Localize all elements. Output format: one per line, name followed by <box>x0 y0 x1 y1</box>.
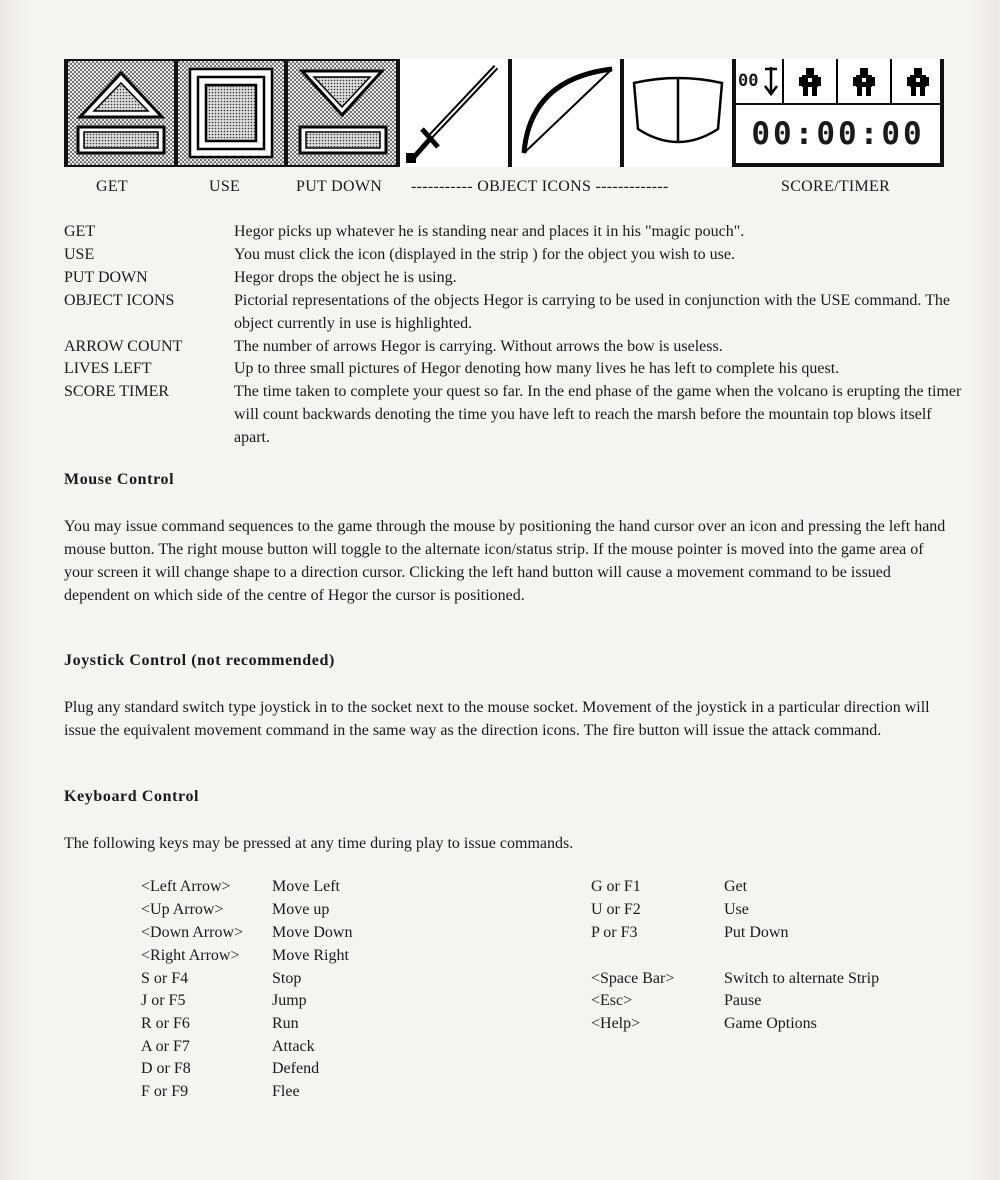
life-icon <box>906 67 930 97</box>
caption-get: GET <box>96 178 129 195</box>
key-name: <Space Bar> <box>591 970 675 987</box>
keyboard-intro: The following keys may be pressed at any time during play to issue commands. <box>64 835 574 852</box>
caption-put-down: PUT DOWN <box>296 178 383 195</box>
score-timer: 00:00:00 <box>751 116 925 152</box>
joystick-control-text: Plug any standard switch type joystick in to the socket next to the mouse socket. Movement of the joystick in a particular direction will issue the equivalent movement command in the same way as the direction icons. The fire button will issue the attack command. <box>64 699 930 739</box>
definition-text: You must click the icon (displayed in the strip ) for the object you wish to use. <box>234 246 735 263</box>
key-action: Get <box>724 878 748 895</box>
sword-icon[interactable] <box>400 59 508 167</box>
key-name: S or F4 <box>141 970 189 987</box>
key-action: Stop <box>272 970 302 987</box>
key-action: Put Down <box>724 924 789 941</box>
status-top <box>736 59 940 103</box>
key-name: R or F6 <box>141 1015 190 1032</box>
key-name: P or F3 <box>591 924 638 941</box>
arrow-icon <box>762 65 780 97</box>
key-name: <Left Arrow> <box>141 878 231 895</box>
bow-icon[interactable] <box>512 59 620 167</box>
key-name: <Right Arrow> <box>141 947 240 964</box>
definition-term: SCORE TIMER <box>64 383 170 400</box>
definition-term: PUT DOWN <box>64 269 148 286</box>
definition-text: Hegor drops the object he is using. <box>234 269 457 286</box>
key-name: A or F7 <box>141 1038 190 1055</box>
key-action: Flee <box>272 1083 300 1100</box>
status-panel <box>736 59 944 167</box>
shield-icon[interactable] <box>624 59 732 167</box>
key-action: Defend <box>272 1060 320 1077</box>
keyboard-control-heading: Keyboard Control <box>64 788 200 805</box>
caption-use: USE <box>209 178 241 195</box>
key-name: F or F9 <box>141 1083 189 1100</box>
key-name: J or F5 <box>141 992 186 1009</box>
definition-text: Hegor picks up whatever he is standing near and places it in his "magic pouch". <box>234 223 745 240</box>
timer-box <box>736 105 940 163</box>
mouse-control-text: You may issue command sequences to the game through the mouse by positioning the hand cursor over an icon and pressing the left hand mouse button. The right mouse button will toggle to the alternate icon/status strip. If the mouse pointer is moved into the game area of your screen it will change shape to a direction cursor. Clicking the left hand button will cause a movement command to be issued dependent on which side of the centre of Hegor the cursor is positioned. <box>64 518 946 604</box>
definition-text: Pictorial representations of the objects Hegor is carrying to be used in conjunction with the USE command. The object currently in use is highlighted. <box>234 292 950 332</box>
definition-term: ARROW COUNT <box>64 338 183 355</box>
definition-text: The time taken to complete your quest so far. In the end phase of the game when the volcano is erupting the timer will count backwards denoting the time you have left to reach the marsh before the mountain top blows itself apart. <box>234 383 962 446</box>
key-action: Use <box>724 901 749 918</box>
key-name: G or F1 <box>591 878 641 895</box>
key-action: Jump <box>272 992 307 1009</box>
arrow-count: 00 <box>738 71 759 91</box>
key-action: Switch to alternate Strip <box>724 970 880 987</box>
put-down-icon[interactable] <box>288 59 396 167</box>
caption-object-icons: ----------- OBJECT ICONS ------------- <box>411 178 669 195</box>
key-name: D or F8 <box>141 1060 191 1077</box>
definition-text: The number of arrows Hegor is carrying. Without arrows the bow is useless. <box>234 338 723 355</box>
key-name: <Esc> <box>591 992 633 1009</box>
definition-term: LIVES LEFT <box>64 360 152 377</box>
definition-term: USE <box>64 246 95 263</box>
definition-term: OBJECT ICONS <box>64 292 175 309</box>
icon-strip <box>64 59 944 167</box>
key-action: Move up <box>272 901 330 918</box>
key-action: Game Options <box>724 1015 817 1032</box>
key-action: Pause <box>724 992 762 1009</box>
caption-score-timer: SCORE/TIMER <box>781 178 891 195</box>
use-icon[interactable] <box>178 59 284 167</box>
key-action: Move Down <box>272 924 353 941</box>
key-name: <Up Arrow> <box>141 901 224 918</box>
key-action: Move Left <box>272 878 340 895</box>
key-action: Run <box>272 1015 299 1032</box>
key-name: <Down Arrow> <box>141 924 244 941</box>
definition-text: Up to three small pictures of Hegor denoting how many lives he has left to complete his quest. <box>234 360 840 377</box>
life-icon <box>852 67 876 97</box>
mouse-control-heading: Mouse Control <box>64 471 175 488</box>
key-action: Move Right <box>272 947 349 964</box>
life-icon <box>798 67 822 97</box>
definition-term: GET <box>64 223 96 240</box>
key-action: Attack <box>272 1038 315 1055</box>
key-name: <Help> <box>591 1015 641 1032</box>
joystick-control-heading: Joystick Control (not recommended) <box>64 652 335 669</box>
key-name: U or F2 <box>591 901 641 918</box>
get-icon[interactable] <box>68 59 174 167</box>
